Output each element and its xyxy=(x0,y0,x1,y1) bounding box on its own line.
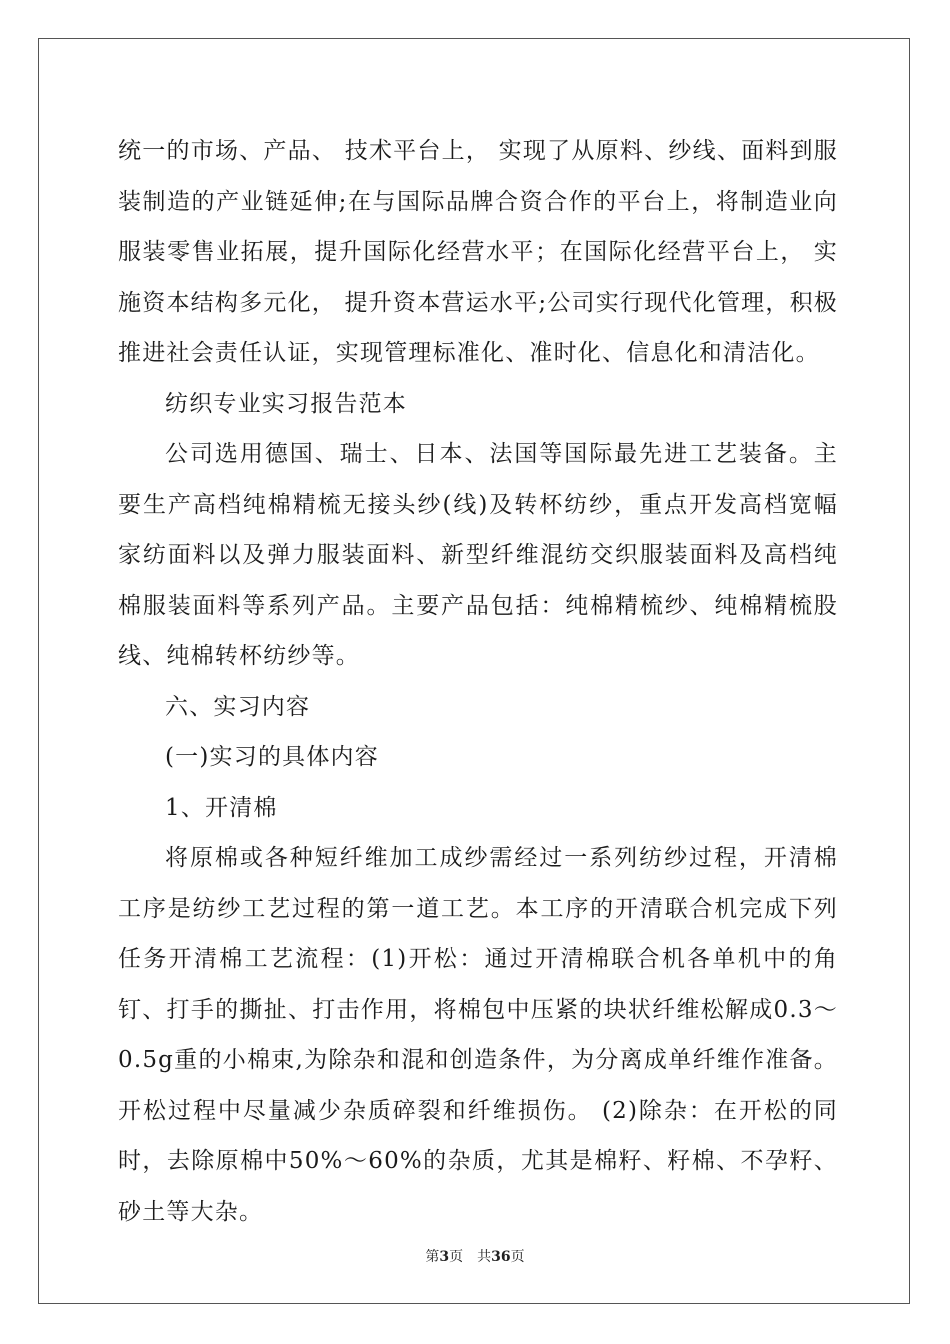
footer-total-suffix: 页 xyxy=(510,1249,525,1265)
document-body xyxy=(118,126,838,1237)
footer-page-suffix: 页 xyxy=(449,1249,464,1265)
section-heading: 六、实习内容 xyxy=(165,693,311,720)
paragraph: 将原棉或各种短纤维加工成纱需经过一系列纺纱过程，开清棉工序是纺纱工艺过程的第一道工艺。本工序的开清联合机完成下列任务开清棉工艺流程：(1)开松：通过开清棉联合机各单机中的角钉、打手的撕扯、打击作用，将棉包中压紧的块状纤维松解成0.3～0.5g重的小棉束,为除杂和混和创造条件，为分离成单纤维作准备。开松过程中尽量减少杂质碎裂和纤维损伤。 (2)除杂：在开松的同时，去除原棉中50%～60%的杂质，尤其是棉籽、籽棉、不孕籽、砂土等大杂。 xyxy=(118,845,838,1225)
footer-page-number: 3 xyxy=(439,1249,450,1265)
paragraph: 统一的市场、产品、 技术平台上， 实现了从原料、纱线、面料到服装制造的产业链延伸;在与国际品牌合资合作的平台上，将制造业向服装零售业拓展，提升国际化经营水平；在国际化经营平台上， 实施资本结构多元化， 提升资本营运水平;公司实行现代化管理，积极推进社会责任认证，实现管理标准化、准时化、信息化和清洁化。 xyxy=(118,138,838,366)
page-footer xyxy=(0,1246,950,1266)
footer-total-prefix: 共 xyxy=(477,1249,492,1265)
section-title: 纺织专业实习报告范本 xyxy=(165,390,407,417)
footer-page-prefix: 第 xyxy=(425,1249,440,1265)
footer-total-number: 36 xyxy=(491,1249,511,1265)
item-heading: 1、开清棉 xyxy=(165,794,278,821)
paragraph: 公司选用德国、瑞士、日本、法国等国际最先进工艺装备。主要生产高档纯棉精梳无接头纱(线)及转杯纺纱，重点开发高档宽幅家纺面料以及弹力服装面料、新型纤维混纺交织服装面料及高档纯棉服装面料等系列产品。主要产品包括：纯棉精梳纱、纯棉精梳股线、纯棉转杯纺纱等。 xyxy=(118,441,838,669)
subsection-heading: (一)实习的具体内容 xyxy=(165,744,379,770)
